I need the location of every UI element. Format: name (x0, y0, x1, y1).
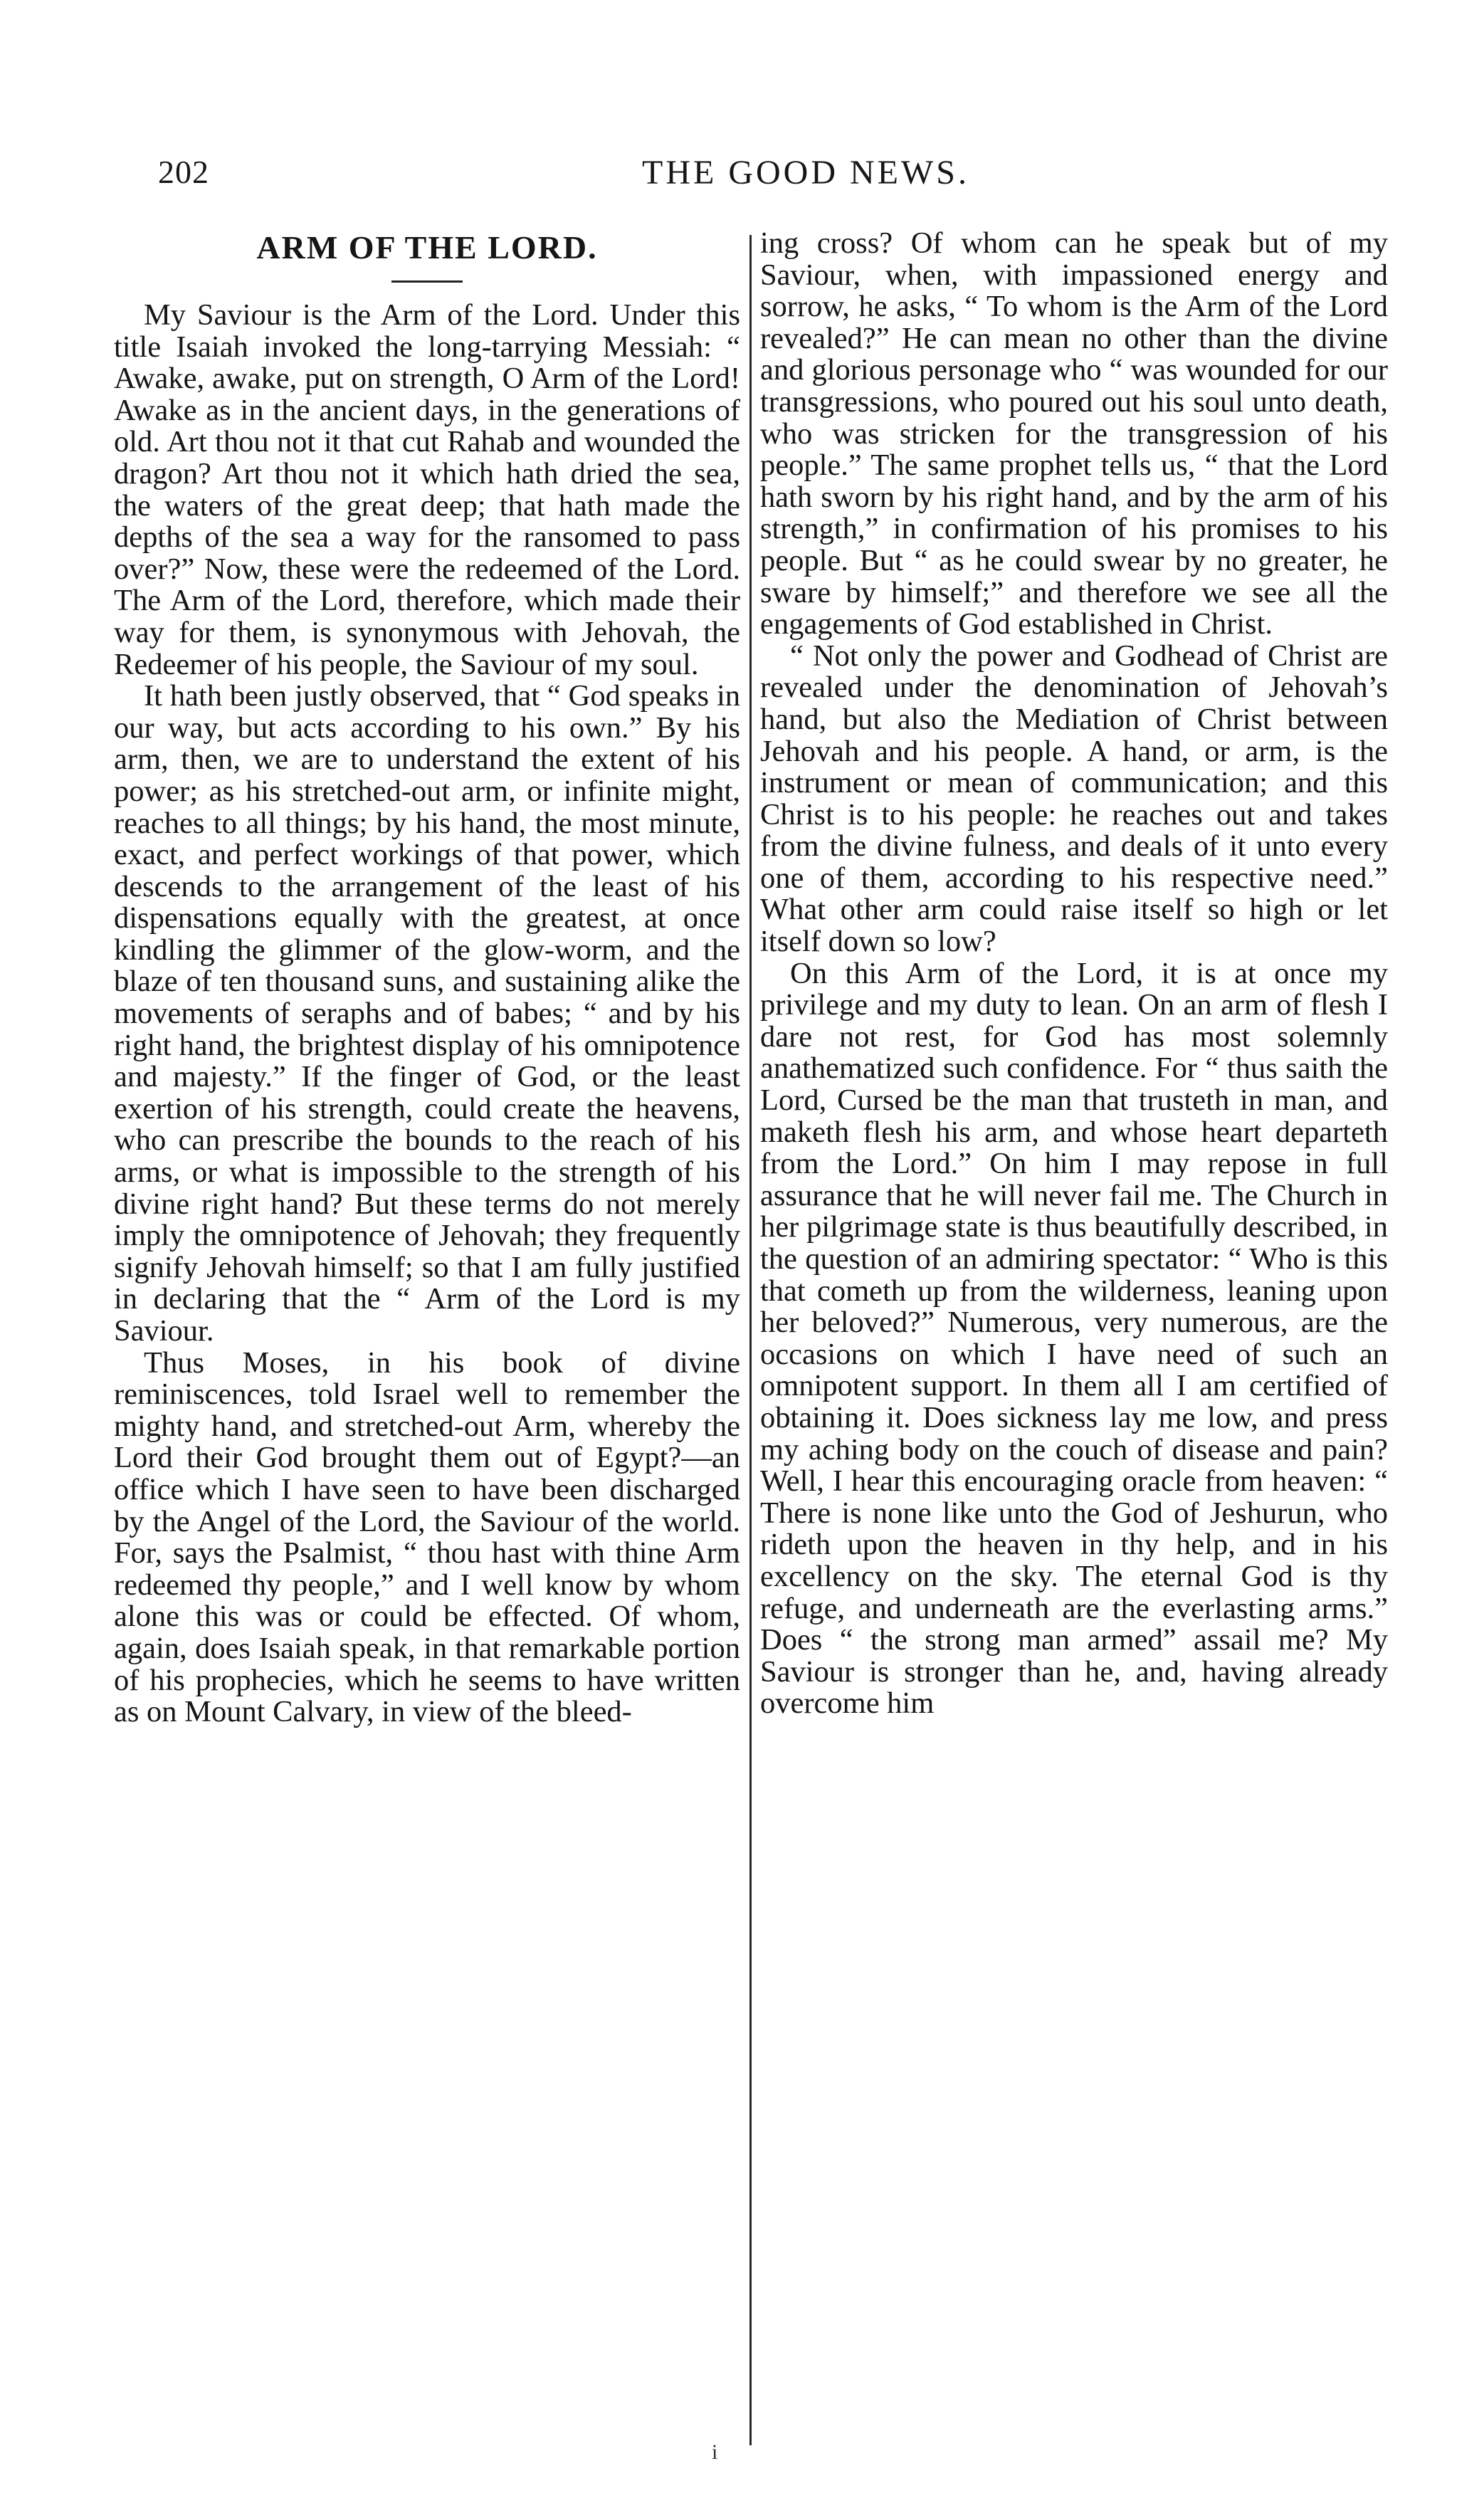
paragraph: On this Arm of the Lord, it is at once my privilege and my duty to lean. On an arm of flesh I dare not rest, for God has most solemnly anathematized such confidence. For “ thus saith the Lord, Cursed be the man that trusteth in man, and maketh flesh his arm, and whose heart departeth from the Lord.” On him I may repose in full assurance that he will never fail me. The Church in her pilgrimage state is thus beautifully described, in the question of an admiring spectator: “ Who is this that cometh up from the wilderness, leaning upon her beloved?” Numerous, very numerous, are the occasions on which I have need of such an omnipotent support. In them all I am certified of obtaining it. Does sickness lay me low, and press my aching body on the couch of disease and pain? Well, I hear this encouraging oracle from heaven: “ There is none like unto the God of Jeshurun, who rideth upon the heaven in thy help, and in his excellency on the sky. The eternal God is thy refuge, and underneath are the everlasting arms.” Does “ the strong man armed” assail me? My Saviour is stronger than he, and, having already overcome him (760, 956, 1388, 1721)
article-title: ARM OF THE LORD. (256, 229, 598, 266)
page-number: 202 (158, 154, 209, 190)
footer-mark: i (712, 2440, 718, 2464)
paragraph: My Saviour is the Arm of the Lord. Under this title Isaiah invoked the long-tarrying Messiah: “ Awake, awake, put on strength, O Arm of the Lord! Awake as in the ancient days, in the generations of old. Art thou not it that cut Rahab and wounded the dragon? Art thou not it which hath dried the sea, the waters of the great deep; that hath made the depths of the sea a way for the ransomed to pass over?” Now, these were the redeemed of the Lord. The Arm of the Lord, therefore, which made their way for them, is synonymous with Jehovah, the Redeemer of his people, the Saviour of my soul. (114, 298, 740, 681)
title-divider (391, 280, 463, 283)
column-divider (749, 235, 752, 2445)
paragraph: ing cross? Of whom can he speak but of my Saviour, when, with impassioned energy and sorrow, he asks, “ To whom is the Arm of the Lord revealed?” He can mean no other than the divine and glorious personage who “ was wounded for our transgressions, who poured out his soul unto death, who was stricken for the transgression of his people.” The same prophet tells us, “ that the Lord hath sworn by his right hand, and by the arm of his strength,” in confirmation of his promises to his people. But “ as he could swear by no greater, he sware by himself;” and therefore we see all the engagements of God established in Christ. (760, 226, 1388, 641)
paragraph: It hath been justly observed, that “ God speaks in our way, but acts according to his own.” By his arm, then, we are to understand the extent of his power; as his stretched-out arm, or infinite might, reaches to all things; by his hand, the most minute, exact, and perfect workings of that power, which descends to the arrangement of the least of his dispensations equally with the greatest, at once kindling the glimmer of the glow-worm, and the blaze of ten thousand suns, and sustaining alike the movements of seraphs and of babes; “ and by his right hand, the brightest display of his omnipotence and majesty.” If the finger of God, or the least exertion of his strength, could create the heavens, who can prescribe the bounds to the reach of his arms, or what is impossible to the strength of his divine right hand? But these terms do not merely imply the omnipotence of Jehovah; they frequently signify Jehovah himself; so that I am fully justified in declaring that the “ Arm of the Lord is my Saviour. (114, 679, 740, 1348)
left-column (114, 228, 740, 1728)
paragraph: Thus Moses, in his book of divine reminiscences, told Israel well to remember the mighty hand, and stretched-out Arm, whereby the Lord their God brought them out of Egypt?—an office which I have seen to have been discharged by the Angel of the Lord, the Saviour of the world. For, says the Psalmist, “ thou hast with thine Arm redeemed thy people,” and I well know by whom alone this was or could be effected. Of whom, again, does Isaiah speak, in that remarkable portion of his prophecies, which he seems to have written as on Mount Calvary, in view of the bleed- (114, 1345, 740, 1729)
right-column (760, 228, 1388, 1720)
journal-title: THE GOOD NEWS. (642, 154, 969, 191)
running-head (158, 153, 1396, 203)
paragraph: “ Not only the power and Godhead of Christ are revealed under the denomination of Jehovah’s hand, but also the Mediation of Christ between Jehovah and his people. A hand, or arm, is the instrument or mean of communication; and this Christ is to his people: he reaches out and takes from the divine fulness, and deals of it unto every one of them, according to his respective need.” What other arm could raise itself so high or let itself down so low? (760, 639, 1388, 959)
